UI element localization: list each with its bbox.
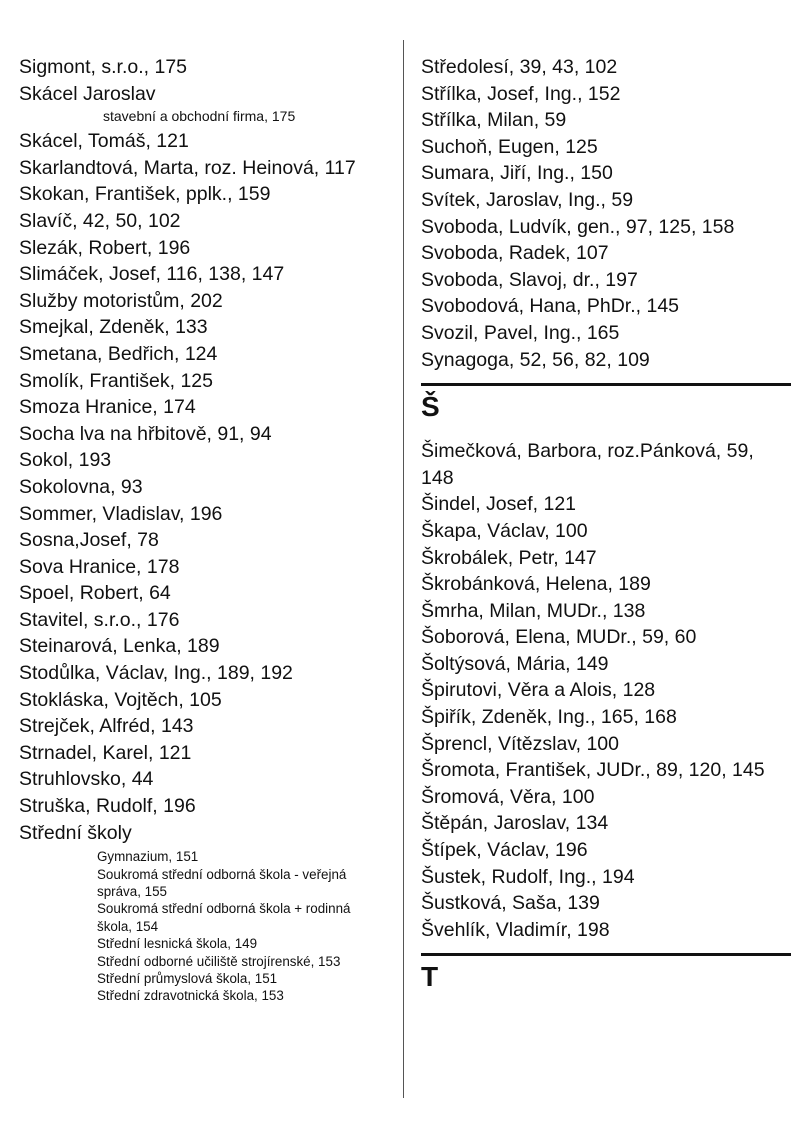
- index-entry: Šprencl, Vítězslav, 100: [421, 732, 619, 755]
- index-entry: Struhlovsko, 44: [19, 768, 154, 791]
- index-column-left: [19, 54, 397, 1005]
- index-entry: Svoboda, Ludvík, gen., 97, 125, 158: [421, 215, 735, 238]
- index-entry: Sigmont, s.r.o., 175: [19, 56, 188, 78]
- index-entry: Svozil, Pavel, Ing., 165: [421, 321, 620, 344]
- index-entry: Skácel Jaroslav: [19, 82, 156, 105]
- index-entry: Sokol, 193: [19, 449, 112, 472]
- index-sub-entry: stavební a obchodní firma, 175: [103, 108, 296, 125]
- index-entry: Steinarová, Lenka, 189: [19, 635, 220, 658]
- index-entry: Skácel, Tomáš, 121: [19, 130, 189, 153]
- index-entry: Sommer, Vladislav, 196: [19, 502, 223, 525]
- index-entry: Svobodová, Hana, PhDr., 145: [421, 295, 680, 318]
- entries-group-b: [19, 128, 397, 846]
- entries-group-a: [19, 54, 397, 107]
- index-entry: Synagoga, 52, 56, 82, 109: [421, 348, 650, 371]
- index-entry: Šoborová, Elena, MUDr., 59, 60: [421, 626, 697, 649]
- index-entry: Smetana, Bedřich, 124: [19, 342, 218, 365]
- index-entry: Škapa, Václav, 100: [421, 519, 588, 542]
- index-entry: Spoel, Robert, 64: [19, 582, 171, 605]
- index-entry: Švehlík, Vladimír, 198: [421, 918, 610, 941]
- index-entry: Šromová, Věra, 100: [421, 785, 595, 808]
- index-column-right: [421, 54, 791, 1008]
- index-entry: Šromota, František, JUDr., 89, 120, 145: [421, 759, 765, 782]
- index-entry: Smolík, František, 125: [19, 369, 213, 392]
- index-entry: Sosna,Josef, 78: [19, 529, 159, 552]
- index-entry: Střílka, Milan, 59: [421, 109, 567, 132]
- index-entry: Stavitel, s.r.o., 176: [19, 608, 180, 631]
- section-letter-sh: Š: [421, 391, 440, 423]
- index-sub-entry: Soukromá střední odborná škola - veřejná správa, 155: [97, 866, 347, 900]
- section-rule-sh: [421, 383, 791, 386]
- section-rule-t: [421, 953, 791, 956]
- entries-group-s: [421, 54, 791, 373]
- index-entry: Šustková, Saša, 139: [421, 892, 600, 915]
- index-entry: Slavíč, 42, 50, 102: [19, 209, 181, 232]
- index-entry: Slimáček, Josef, 116, 138, 147: [19, 263, 285, 286]
- index-entry: Sova Hranice, 178: [19, 555, 180, 578]
- index-entry: Sokolovna, 93: [19, 475, 143, 498]
- index-entry: Suchoň, Eugen, 125: [421, 135, 598, 158]
- index-entry: Šindel, Josef, 121: [421, 493, 577, 516]
- index-entry: Štípek, Václav, 196: [421, 839, 588, 862]
- index-entry: Stokláska, Vojtěch, 105: [19, 688, 222, 711]
- index-sub-entry: Soukromá střední odborná škola + rodinná škola, 154: [97, 901, 351, 934]
- index-entry: Stodůlka, Václav, Ing., 189, 192: [19, 662, 293, 685]
- index-sub-entry: Střední lesnická škola, 149: [97, 936, 258, 952]
- index-sub-entry: Gymnazium, 151: [97, 849, 199, 865]
- index-entry: Strejček, Alfréd, 143: [19, 715, 194, 738]
- index-entry: Skarlandtová, Marta, roz. Heinová, 117: [19, 156, 356, 179]
- index-entry: Svoboda, Radek, 107: [421, 242, 609, 265]
- index-entry: Škrobánková, Helena, 189: [421, 573, 651, 596]
- index-entry: Šimečková, Barbora, roz.Pánková, 59, 148: [421, 440, 754, 489]
- index-entry: Šoltýsová, Mária, 149: [421, 652, 609, 675]
- index-entry: Smejkal, Zdeněk, 133: [19, 316, 208, 339]
- index-entry: Strnadel, Karel, 121: [19, 741, 192, 764]
- index-entry: Skokan, František, pplk., 159: [19, 183, 271, 206]
- entries-group-sh: [421, 438, 791, 943]
- index-entry: Služby motoristům, 202: [19, 289, 223, 312]
- index-entry: Střední školy: [19, 821, 132, 844]
- index-entry: Špiřík, Zdeněk, Ing., 165, 168: [421, 706, 677, 729]
- index-entry: Škrobálek, Petr, 147: [421, 546, 597, 569]
- index-sub-entry: Střední odborné učiliště strojírenské, 153: [97, 953, 341, 969]
- column-divider: [403, 40, 404, 1098]
- index-sub-entry: Střední průmyslová škola, 151: [97, 971, 278, 987]
- index-entry: Šustek, Rudolf, Ing., 194: [421, 865, 635, 888]
- index-entry: Střílka, Josef, Ing., 152: [421, 82, 621, 105]
- index-sub-entry: Střední zdravotnická škola, 153: [97, 988, 284, 1004]
- index-entry: Sumara, Jiří, Ing., 150: [421, 162, 613, 185]
- index-entry: Středolesí, 39, 43, 102: [421, 56, 618, 78]
- index-entry: Struška, Rudolf, 196: [19, 795, 196, 818]
- index-entry: Svoboda, Slavoj, dr., 197: [421, 268, 638, 291]
- index-entry: Svítek, Jaroslav, Ing., 59: [421, 188, 634, 211]
- index-entry: Štěpán, Jaroslav, 134: [421, 812, 609, 835]
- section-letter-t: T: [421, 961, 439, 993]
- index-entry: Šmrha, Milan, MUDr., 138: [421, 599, 646, 622]
- index-entry: Špirutovi, Věra a Alois, 128: [421, 679, 656, 702]
- index-entry: Socha lva na hřbitově, 91, 94: [19, 422, 272, 445]
- school-sub-entries: [19, 848, 397, 1005]
- index-entry: Slezák, Robert, 196: [19, 236, 191, 259]
- index-entry: Smoza Hranice, 174: [19, 396, 196, 419]
